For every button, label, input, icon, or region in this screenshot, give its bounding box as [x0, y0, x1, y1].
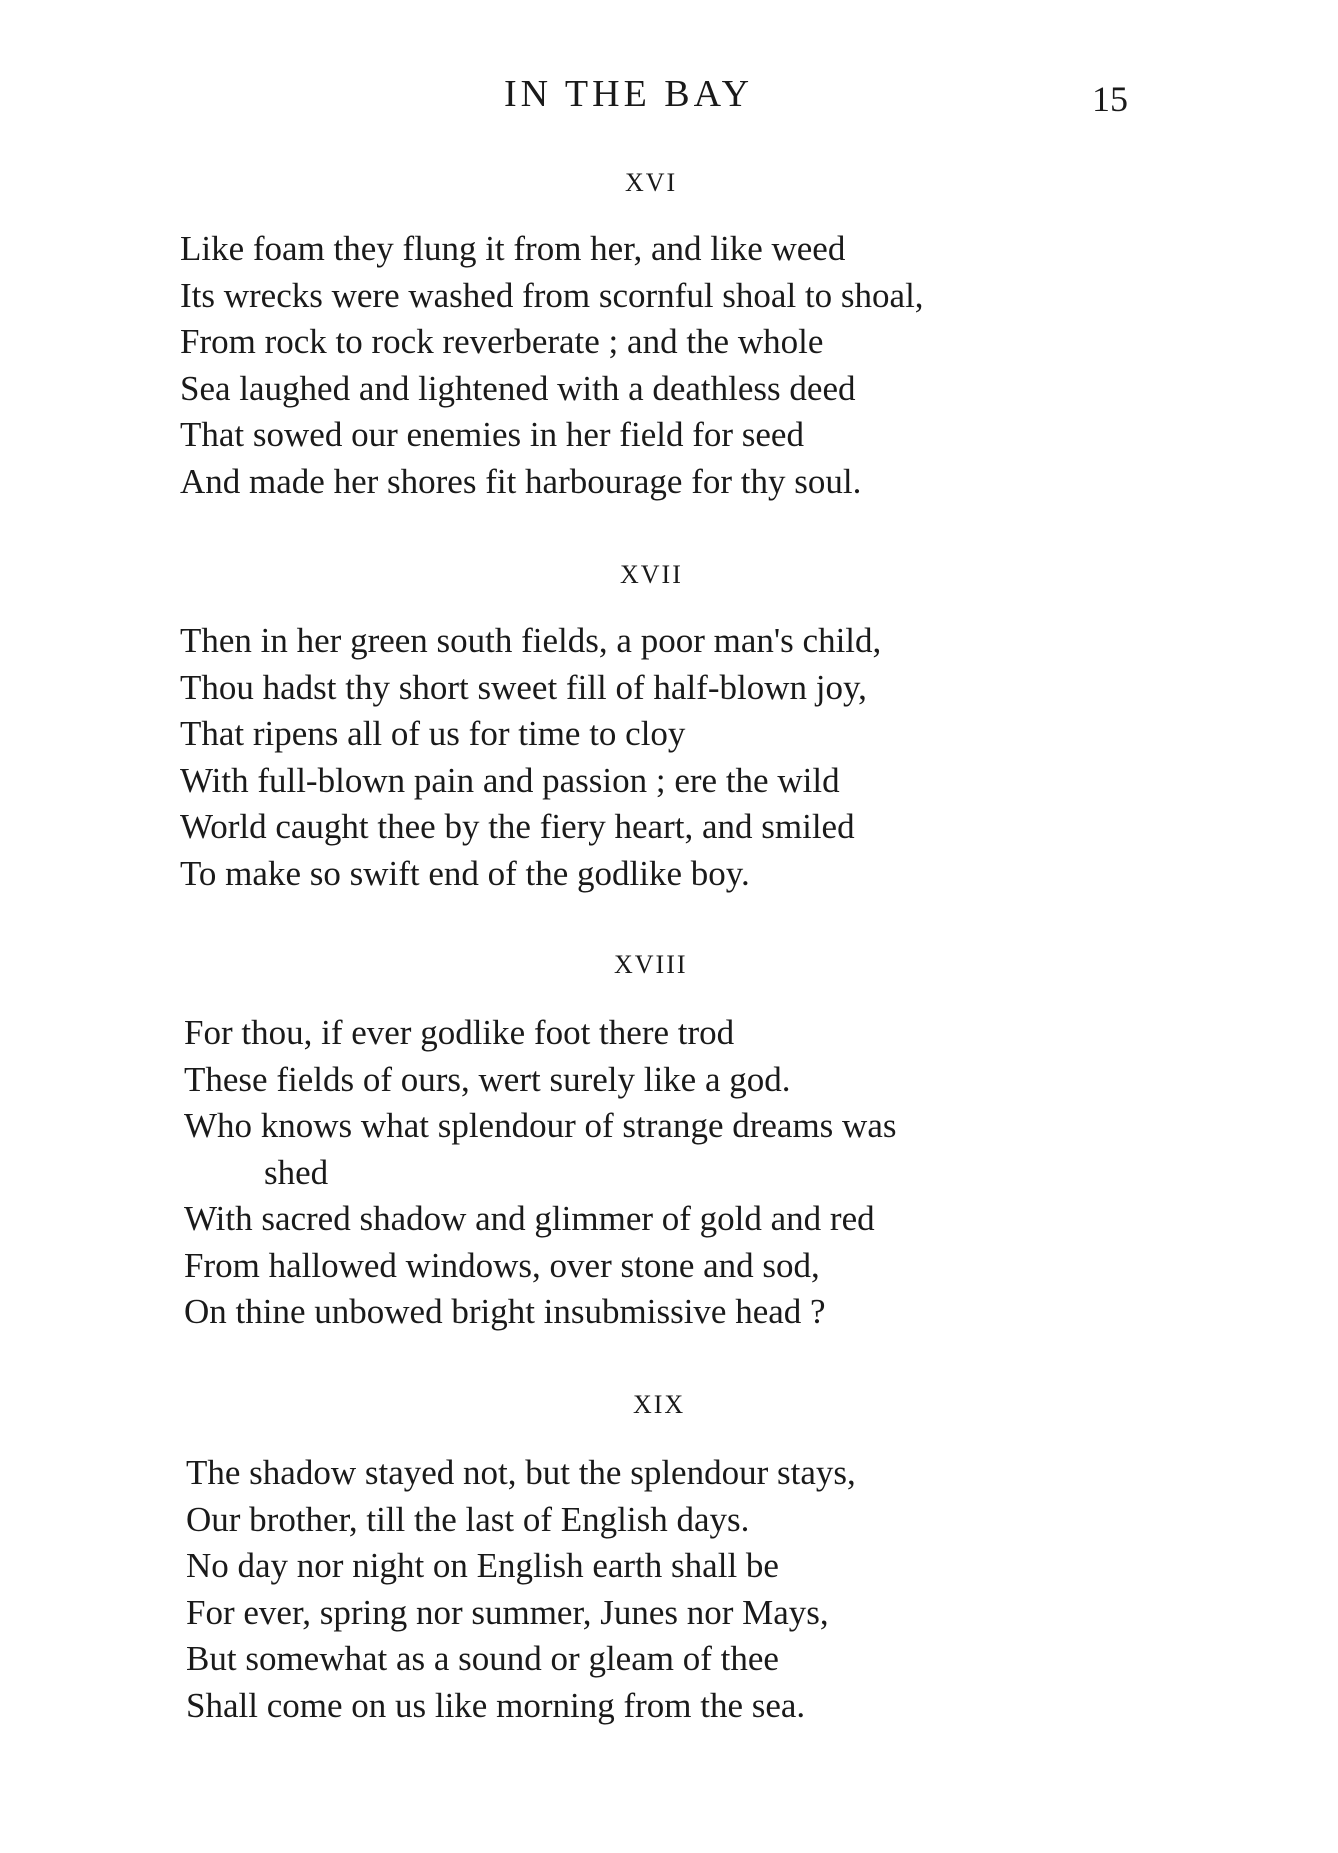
stanza-lines	[184, 1010, 1184, 1336]
poem-line: With full-blown pain and passion ; ere the wild	[180, 760, 840, 800]
poem-line: From hallowed windows, over stone and sod,	[184, 1245, 820, 1285]
poem-line: Its wrecks were washed from scornful shoal to shoal,	[180, 275, 924, 315]
stanza-number: XVIII	[614, 950, 688, 979]
poem-line: But somewhat as a sound or gleam of thee	[186, 1639, 779, 1678]
poem-line: These fields of ours, wert surely like a god.	[184, 1059, 791, 1099]
page-number: 15	[1092, 79, 1128, 119]
poem-line: Thou hadst thy short sweet fill of half-blown joy,	[180, 667, 867, 707]
poem-line: With sacred shadow and glimmer of gold and red	[184, 1199, 875, 1238]
poem-line: The shadow stayed not, but the splendour stays,	[186, 1453, 856, 1492]
stanza-lines	[186, 1450, 1186, 1729]
poem-line: From rock to rock reverberate ; and the whole	[180, 322, 824, 361]
running-head	[0, 72, 1338, 122]
poem-line: Who knows what splendour of strange dreams was	[184, 1106, 897, 1145]
poem-line: To make so swift end of the godlike boy.	[180, 853, 750, 893]
poem-line: On thine unbowed bright insubmissive head ?	[184, 1292, 826, 1331]
poem-line: That ripens all of us for time to cloy	[180, 714, 686, 753]
stanza-lines	[180, 618, 1180, 897]
poem-line: Like foam they flung it from her, and like weed	[180, 229, 846, 268]
poem-line: And made her shores fit harbourage for thy soul.	[180, 461, 862, 501]
poem-line: Sea laughed and lightened with a deathless deed	[180, 368, 856, 408]
poem-line: For ever, spring nor summer, Junes nor Mays,	[186, 1592, 829, 1632]
poem-line: Our brother, till the last of English days.	[186, 1499, 750, 1539]
poem-line: World caught thee by the fiery heart, and smiled	[180, 807, 855, 846]
poem-line: Then in her green south fields, a poor man's child,	[180, 621, 882, 660]
poem-line: No day nor night on English earth shall be	[186, 1546, 779, 1585]
poem-line: Shall come on us like morning from the sea.	[186, 1685, 806, 1725]
poem-line-continuation: shed	[264, 1152, 329, 1192]
poem-line: For thou, if ever godlike foot there trod	[184, 1013, 735, 1052]
stanza-number: XVI	[625, 168, 678, 197]
running-title: IN THE BAY	[504, 73, 754, 115]
stanza-number: XIX	[633, 1390, 686, 1419]
stanza-lines	[180, 226, 1180, 505]
poem-line: That sowed our enemies in her field for seed	[180, 415, 804, 454]
stanza-number: XVII	[620, 560, 683, 589]
